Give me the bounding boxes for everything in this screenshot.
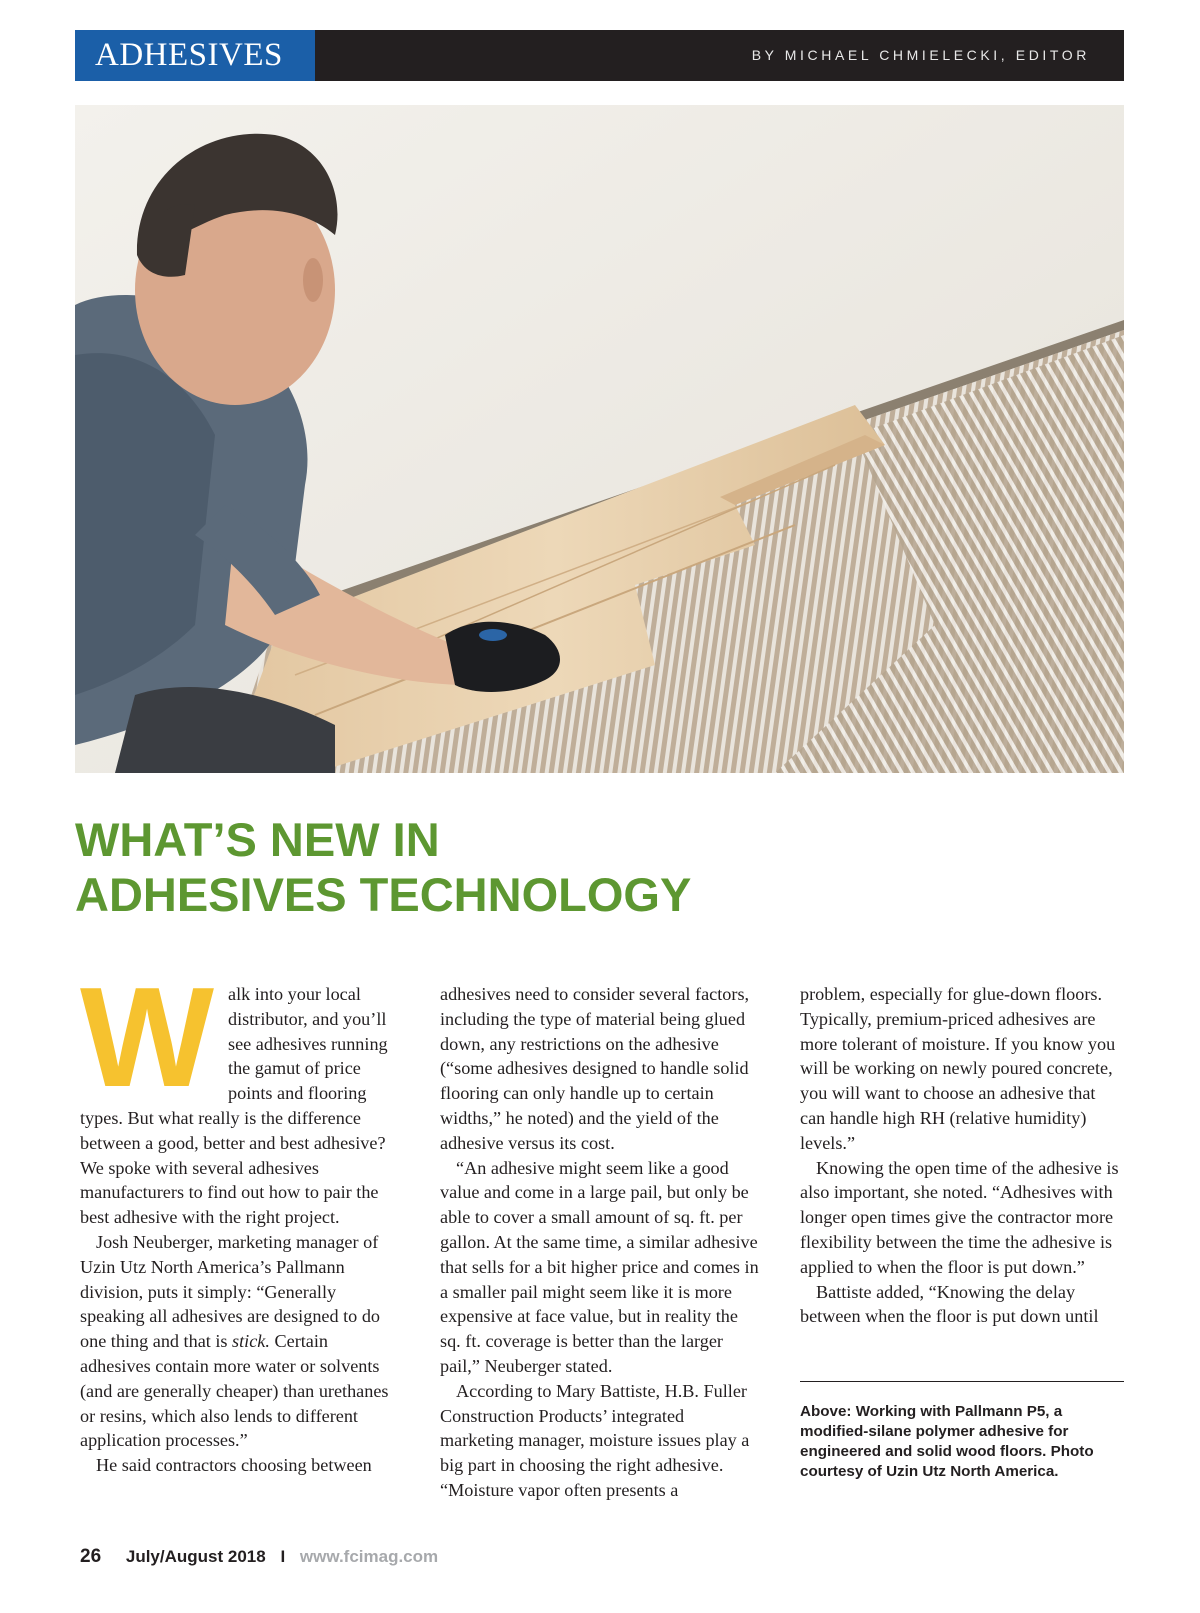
drop-cap: W	[80, 958, 215, 1117]
paragraph-text: Certain adhesives contain more water or solvents (and are generally cheaper) than urethanes or resins, which also lends to different application processes.”	[80, 1331, 389, 1451]
paragraph: According to Mary Battiste, H.B. Fuller Construction Products’ integrated marketing manager, moisture issues play a big part in choosing the right adhesive. “Moisture vapor often presents a	[440, 1380, 750, 1500]
body-column-1	[80, 958, 400, 1478]
headline-line-2: ADHESIVES TECHNOLOGY	[75, 868, 692, 921]
paragraph: He said contractors choosing between	[96, 1455, 372, 1476]
caption-text: Working with Pallmann P5, a modified-silane polymer adhesive for engineered and solid wood floors. Photo courtesy of Uzin Utz North America.	[800, 1403, 1094, 1480]
website-link[interactable]: www.fcimag.com	[299, 1547, 439, 1566]
issue-date: July/August 2018	[125, 1547, 266, 1566]
page-number: 26	[80, 1546, 102, 1567]
article-photo	[75, 105, 1124, 773]
body-column-2	[440, 982, 762, 1503]
section-label: ADHESIVES	[75, 30, 315, 81]
photo-installer-laying-wood-floor	[75, 105, 1124, 773]
paragraph-text: alk into your local distributor, and you’ll see adhesives running the gamut of price points and flooring types. But what really is the difference between a good, better and best adhesive? We spoke with several adhesives manufacturers to find out how to pair the best adhesive with the right project.	[80, 984, 388, 1228]
paragraph	[80, 1230, 400, 1453]
section-header-bar	[75, 30, 1124, 81]
author-byline: BY MICHAEL CHMIELECKI, EDITOR	[751, 47, 1090, 63]
paragraph	[80, 958, 400, 1230]
paragraph: adhesives need to consider several factors, including the type of material being glued down, any restrictions on the adhesive (“some adhesives designed to handle solid flooring can only handle up to certain widths,” he noted) and the yield of the adhesive versus its cost.	[440, 984, 750, 1153]
caption-divider	[800, 1381, 1124, 1382]
page-footer	[80, 1546, 438, 1568]
body-column-3	[800, 982, 1122, 1329]
paragraph-text: Josh Neuberger, marketing manager of Uzin Utz North America’s Pallmann division, puts it simply: “Generally speaking all adhesives are designed to do one thing and that is	[80, 1231, 381, 1352]
footer-separator: I	[280, 1547, 286, 1566]
paragraph: “An adhesive might seem like a good value and come in a large pail, but only be able to cover a small amount of sq. ft. per gallon. At the same time, a similar adhesive that sells for a bit higher price and comes in a smaller pail might seem like it is more expensive at face value, but in reality the sq. ft. coverage is better than the larger pail,” Neuberger stated.	[440, 1157, 759, 1376]
photo-caption	[800, 1402, 1120, 1482]
headline-line-1: WHAT’S NEW IN	[75, 813, 440, 866]
article-headline	[75, 812, 975, 922]
paragraph: Battiste added, “Knowing the delay between when the floor is put down until	[800, 1281, 1099, 1327]
caption-lead: Above:	[800, 1403, 852, 1420]
emphasis-text: stick.	[232, 1331, 270, 1352]
paragraph: Knowing the open time of the adhesive is also important, she noted. “Adhesives with longer open times give the contractor more flexibility between the time the adhesive is applied to when the floor is put down.”	[800, 1157, 1119, 1277]
paragraph: problem, especially for glue-down floors. Typically, premium-priced adhesives are more tolerant of moisture. If you know you will be working on newly poured concrete, you will want to choose an adhesive that can handle high RH (relative humidity) levels.”	[800, 984, 1116, 1153]
